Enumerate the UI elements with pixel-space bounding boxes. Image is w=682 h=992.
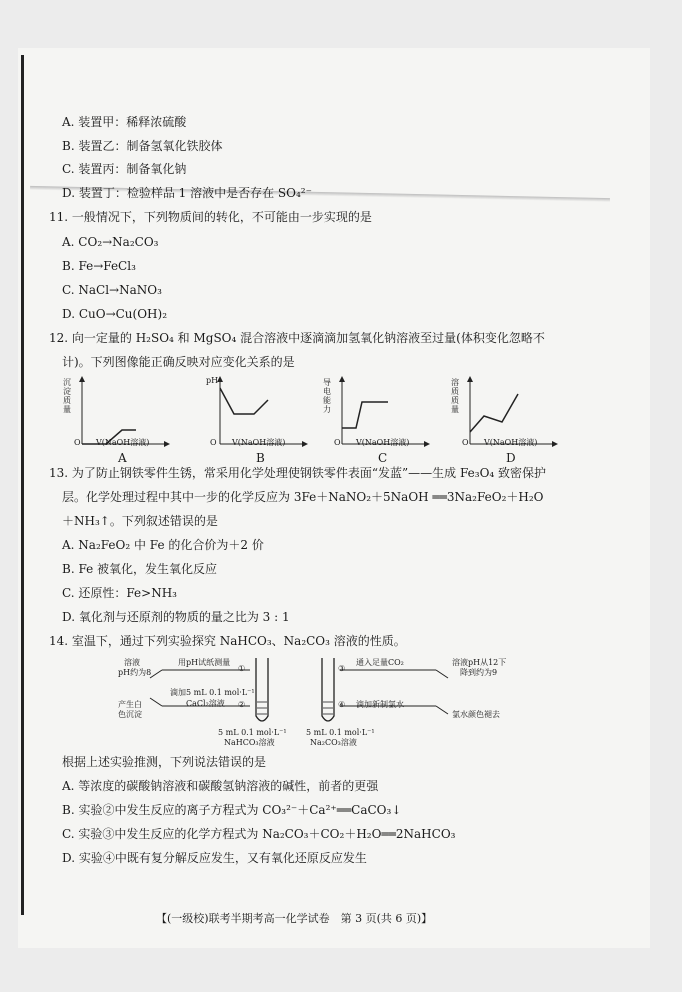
diag-left-4: 色沉淀 [118,710,142,719]
q14-option-a: A. 等浓度的碳酸钠溶液和碳酸氢钠溶液的碱性，前者的更强 [62,779,379,793]
chart-b-origin: O [210,438,217,447]
q12-stem-1: 12. 向一定量的 H₂SO₄ 和 MgSO₄ 混合溶液中逐滴滴加氢氧化钠溶液至过量(体积变化忽略不 [49,331,545,345]
chart-a-xlabel: V(NaOH溶液) [96,438,150,447]
q13-stem-2: 层。化学处理过程中其中一步的化学反应为 3Fe＋NaNO₂＋5NaOH ══3Na₂FeO₂＋H₂O [62,490,544,504]
q13-option-b: B. Fe 被氧化，发生氧化反应 [62,562,218,576]
diag-num-4: ④ [338,700,346,709]
chart-b-ylabel: pH [206,376,219,385]
page-footer: 【(一级校)联考半期考高一化学试卷 第 3 页(共 6 页)】 [156,912,433,925]
diag-tube1-a: 5 mL 0.1 mol·L⁻¹ [218,728,287,737]
diag-right-3: 氯水颜色褪去 [452,710,500,719]
chart-c-label: C [378,451,388,465]
q13-option-d: D. 氧化剂与还原剂的物质的量之比为 3 : 1 [62,610,290,624]
q11-stem: 11. 一般情况下，下列物质间的转化，不可能由一步实现的是 [49,210,372,224]
q14-option-d: D. 实验④中既有复分解反应发生，又有氧化还原反应发生 [62,851,367,865]
binding-edge [21,55,24,915]
chart-a-label: A [118,451,127,465]
q13-option-a: A. Na₂FeO₂ 中 Fe 的化合价为＋2 价 [62,538,264,552]
diag-num-3: ③ [338,664,346,673]
diag-tube1-b: NaHCO₃溶液 [224,738,275,747]
diag-right-1: 溶液pH从12下 [452,658,507,667]
q11-option-d: D. CuO→Cu(OH)₂ [62,307,168,321]
diag-step-1: 用pH试纸测量 [178,658,231,667]
diag-left-2: pH约为8 [118,668,152,677]
q10-option-a: A. 装置甲：稀释浓硫酸 [62,115,187,129]
chart-d-origin: O [462,438,469,447]
chart-d-label: D [506,451,516,465]
chart-a-origin: O [74,438,81,447]
diag-step-4: 滴加新制氯水 [356,700,404,709]
chart-b-label: B [256,451,265,465]
q14-stem: 14. 室温下，通过下列实验探究 NaHCO₃、Na₂CO₃ 溶液的性质。 [49,634,406,648]
q13-stem-1: 13. 为了防止钢铁零件生锈，常采用化学处理使钢铁零件表面“发蓝”——生成 Fe₃O₄ 致密保护 [49,466,547,480]
diag-right-2: 降到约为9 [460,668,498,677]
q13-stem-3: ＋NH₃↑。下列叙述错误的是 [62,514,218,528]
diag-tube2-b: Na₂CO₃溶液 [310,738,357,747]
chart-c-origin: O [334,438,341,447]
q10-option-b: B. 装置乙：制备氢氧化铁胶体 [62,139,223,153]
q13-option-c: C. 还原性：Fe>NH₃ [62,586,177,600]
chart-c-ylabel: 导电能力 [323,378,331,414]
q11-option-a: A. CO₂→Na₂CO₃ [62,235,159,249]
q14-sub-stem: 根据上述实验推测，下列说法错误的是 [62,755,267,769]
diag-left-3: 产生白 [118,700,142,709]
q10-option-c: C. 装置丙：制备氧化钠 [62,162,187,176]
q10-option-d: D. 装置丁：检验样品 1 溶液中是否存在 SO₄²⁻ [62,186,312,200]
chart-d-ylabel: 溶质质量 [451,378,459,414]
q11-option-b: B. Fe→FeCl₃ [62,259,136,273]
diag-tube2-a: 5 mL 0.1 mol·L⁻¹ [306,728,375,737]
diag-step-2a: 滴加5 mL 0.1 mol·L⁻¹ [170,688,255,697]
chart-c-xlabel: V(NaOH溶液) [356,438,410,447]
diag-step-2b: CaCl₂溶液 [186,699,225,708]
q14-option-c: C. 实验③中发生反应的化学方程式为 Na₂CO₃＋CO₂＋H₂O══2NaHCO₃ [62,827,456,841]
chart-b-xlabel: V(NaOH溶液) [232,438,286,447]
q11-option-c: C. NaCl→NaNO₃ [62,283,162,297]
diag-left-1: 溶液 [124,658,140,667]
diag-num-1: ① [238,664,246,673]
chart-a-ylabel: 沉淀质量 [63,378,71,414]
q12-stem-2: 计)。下列图像能正确反映对应变化关系的是 [62,355,295,369]
diag-num-2: ② [238,700,246,709]
diag-step-3: 通入足量CO₂ [356,658,404,667]
q14-option-b: B. 实验②中发生反应的离子方程式为 CO₃²⁻＋Ca²⁺══CaCO₃↓ [62,803,402,817]
chart-d-xlabel: V(NaOH溶液) [484,438,538,447]
